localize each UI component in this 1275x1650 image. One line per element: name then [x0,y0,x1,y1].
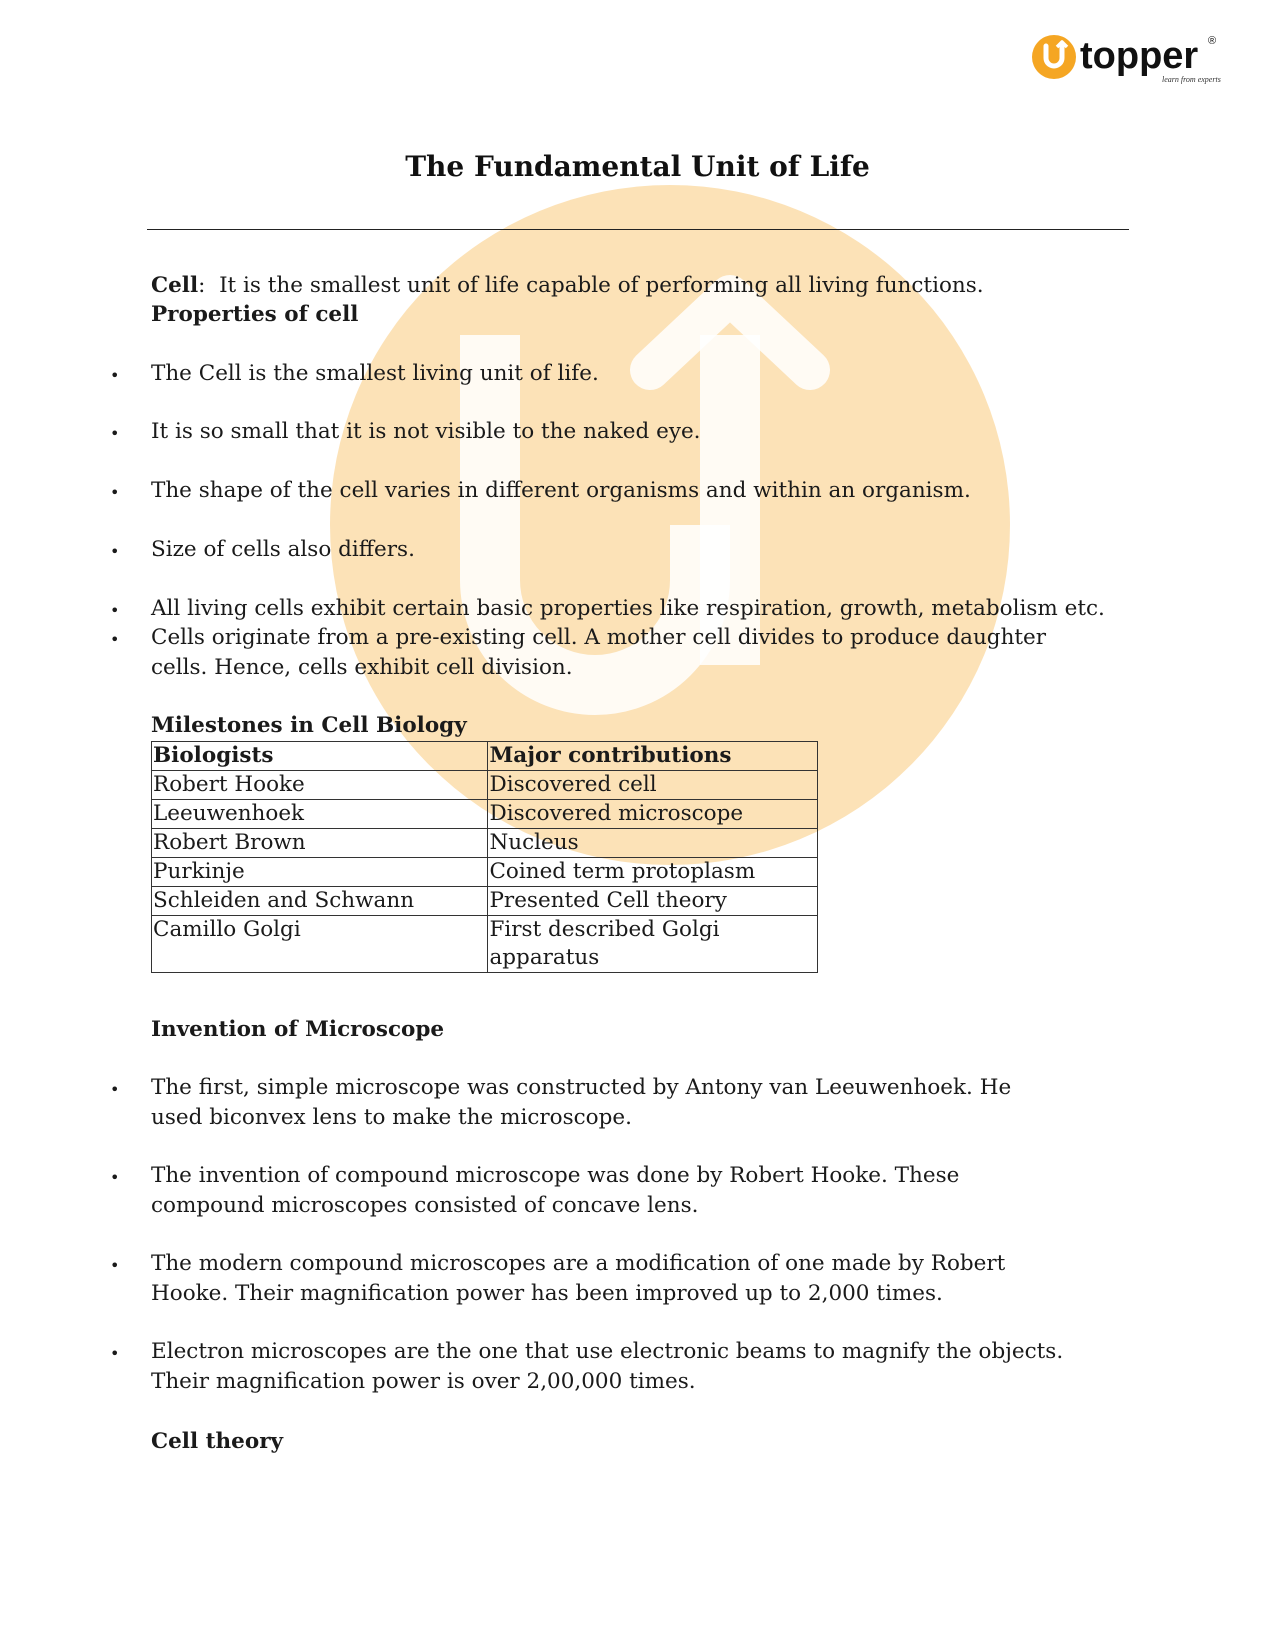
biologist-cell: Robert Hooke [152,771,488,800]
contribution-cell: Nucleus [488,829,818,858]
contribution-cell: Presented Cell theory [488,887,818,916]
property-item: Cells originate from a pre-existing cell. A mother cell divides to produce daughter cells. Hence, cells exhibit cell division. [151,625,1047,680]
microscope-heading: Invention of Microscope [151,1017,445,1042]
property-item: The Cell is the smallest living unit of life. [151,361,599,386]
properties-heading: Properties of cell [151,302,359,327]
contribution-cell: Discovered cell [488,771,818,800]
biologist-cell: Purkinje [152,858,488,887]
biologist-cell: Camillo Golgi [152,916,488,973]
property-item: The shape of the cell varies in different organisms and within an organism. [151,478,971,503]
bullet-icon: • [110,630,120,649]
microscope-item: Electron microscopes are the one that use electronic beams to magnify the objects. Their magnification power is over 2,00,000 times. [151,1339,1064,1394]
bullet-icon: • [110,366,120,385]
page-title: The Fundamental Unit of Life [405,150,870,183]
column-header: Major contributions [488,742,818,771]
brand-tagline: learn from experts [1162,75,1221,84]
table-header-row [152,742,818,771]
table-row [152,887,818,916]
bullet-icon: • [110,601,120,620]
cell-definition-text: It is the smallest unit of life capable of performing all living functions. [219,273,984,298]
bullet-icon: • [110,1344,120,1363]
title-divider [147,229,1129,230]
table-row [152,916,818,973]
microscope-item: The first, simple microscope was constructed by Antony van Leeuwenhoek. He used biconvex lens to make the microscope. [151,1075,1012,1130]
topper-logo [1030,30,1230,90]
property-item: Size of cells also differs. [151,537,415,562]
cell-label: Cell [151,273,199,298]
cell-theory-heading: Cell theory [151,1429,284,1454]
property-item: It is so small that it is not visible to the naked eye. [151,419,701,444]
milestones-table [151,741,818,973]
brand-registered: ® [1208,35,1217,47]
bullet-icon: • [110,483,120,502]
bullet-icon: • [110,542,120,561]
biologist-cell: Robert Brown [152,829,488,858]
table-row [152,771,818,800]
table-row [152,858,818,887]
bullet-icon: • [110,1256,120,1275]
microscope-item: The modern compound microscopes are a modification of one made by Robert Hooke. Their magnification power has been improved up to 2,000 times. [151,1251,1006,1306]
table-row [152,800,818,829]
bullet-icon: • [110,424,120,443]
bullet-icon: • [110,1080,120,1099]
microscope-item: The invention of compound microscope was done by Robert Hooke. These compound microscopes consisted of concave lens. [151,1163,960,1218]
table-row [152,829,818,858]
bullet-icon: • [110,1168,120,1187]
brand-name: topper [1080,35,1199,77]
contribution-cell: First described Golgi apparatus [488,916,818,973]
contribution-cell: Coined term protoplasm [488,858,818,887]
property-item: All living cells exhibit certain basic properties like respiration, growth, metabolism etc. [151,596,1105,621]
biologist-cell: Leeuwenhoek [152,800,488,829]
cell-definition [151,271,984,301]
biologist-cell: Schleiden and Schwann [152,887,488,916]
column-header: Biologists [152,742,488,771]
milestones-heading: Milestones in Cell Biology [151,713,467,738]
contribution-cell: Discovered microscope [488,800,818,829]
cell-colon: : [198,273,206,298]
